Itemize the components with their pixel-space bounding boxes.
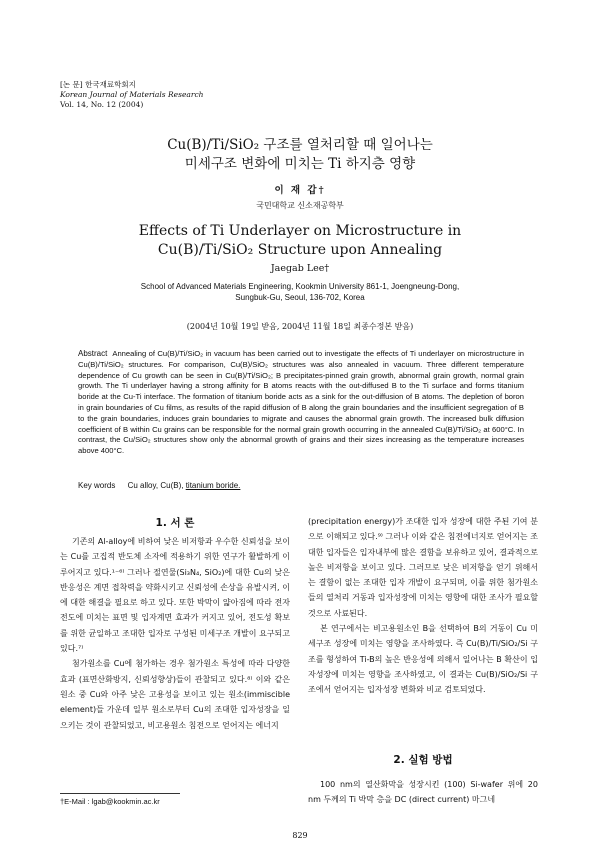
keywords [78, 481, 240, 490]
journal-info [60, 80, 203, 110]
received-dates: (2004년 10월 19일 받음, 2004년 11월 18일 최종수정본 받음) [186, 322, 414, 331]
korean-title-line1: Cu(B)/Ti/SiO₂ 구조를 열처리할 때 일어나는 [167, 137, 433, 153]
intro-paragraph-2: 첨가원소를 Cu에 첨가하는 경우 첨가원소 특성에 따라 다양한 효과 (표면산화방지, 신뢰성향상)들이 관찰되고 있다.⁸⁾ 이와 같은 원소 중 Cu와 아주 낮은 고용성을 보이고 있는 원소(immiscible element)들 가운데 일부 원소로부터 Cu의 조대한 입자성장을 일으키는 것이 관찰되었고, 비고용원소 침전으로 얻어지는 에너지 [60, 659, 290, 730]
keywords-text: Cu alloy, Cu(B), [127, 481, 184, 490]
english-affiliation-line1: School of Advanced Materials Engineering, Kookmin University 861-1, Joengneung-Dong, [140, 282, 460, 291]
english-affiliation [70, 281, 530, 303]
english-title-line1: Effects of Ti Underlayer on Microstructure in [138, 223, 462, 239]
page-number: 829 [292, 831, 308, 840]
korean-author: 이 재 갑† [274, 185, 326, 196]
experimental-paragraph-1: 100 nm의 열산화막을 성장시킨 (100) Si-wafer 위에 20 nm 두께의 Ti 박막 층을 DC (direct current) 마그네 [308, 780, 538, 805]
experimental-text [308, 777, 538, 808]
footnote-rule [60, 793, 180, 794]
intro-paragraph-4: 본 연구에서는 비고용원소인 B을 선택하여 B의 거동이 Cu 미세구조 성장에 미치는 영향을 조사하였다. 즉 Cu(B)/Ti/SiO₂/Si 구조를 형성하여 Ti-B의 높은 반응성에 의해서 일어나는 B 확산이 입자성장에 미치는 영향을 조사하였고, 이 결과는 Cu(B)/SiO₂/Si 구조에서 얻어지는 입자성장 변화와 비교 검토되었다. [308, 624, 538, 695]
english-title-line2: Cu(B)/Ti/SiO₂ Structure upon Annealing [157, 242, 443, 258]
journal-category: [논 문] 한국재료학회지 [60, 80, 136, 89]
english-title [0, 222, 600, 260]
intro-paragraph-3: (precipitation energy)가 조대한 입자 성장에 대한 주된 기여 분으로 이해되고 있다.⁹⁾ 그러나 이와 같은 침전에너지로 얻어지는 조대한 입자들은 입자내부에 많은 결함을 보유하고 있어, 결과적으로 높은 비저항을 보이고 있다. 그러므로 낮은 비저항을 얻기 위해서는 결함이 없는 조대한 입자 개발이 요구되며, 이를 위한 첨가원소들의 열처리 거동과 입자성장에 미치는 영향에 대한 조사가 필요할 것으로 사료된다. [308, 517, 538, 618]
journal-volume: Vol. 14, No. 12 (2004) [60, 100, 144, 109]
journal-name: Korean Journal of Materials Research [60, 90, 204, 99]
intro-paragraph-1: 기존의 Al-alloy에 비하여 낮은 비저항과 우수한 신뢰성을 보이는 Cu를 고집적 반도체 소자에 적용하기 위한 연구가 활발하게 이루어지고 있다.¹⁻⁶⁾ 그러나 절연물(Si₃N₄, SiO₂)에 대한 Cu의 낮은 반응성은 계면 접착력을 약화시키고 신뢰성에 손상을 유발시켜, 이에 대한 해결을 필요로 하고 있다. 또한 박막이 얇아짐에 따라 전자 전도에 미치는 표면 및 입자계면 효과가 커지고 있어, 전도성 확보를 위한 균일하고 조대한 입자로 구성된 미세구조 개발이 요구되고 있다.⁷⁾ [60, 537, 290, 654]
english-author: Jaegab Lee† [270, 263, 330, 274]
korean-affiliation: 국민대학교 신소재공학부 [256, 201, 344, 210]
footnote-email: †E-Mail : lgab@kookmin.ac.kr [60, 797, 160, 806]
abstract [78, 349, 524, 457]
abstract-label: Abstract [78, 349, 108, 358]
english-affiliation-line2: Sungbuk-Gu, Seoul, 136-702, Korea [235, 293, 365, 302]
korean-title [0, 136, 600, 174]
section2-heading: 2. 실험 방법 [393, 754, 453, 766]
section1-heading: 1. 서 론 [155, 517, 195, 529]
abstract-text: Annealing of Cu(B)/Ti/SiO₂ in vacuum has been carried out to investigate the effects of Ti underlayer on microstructure in Cu(B)/Ti/SiO₂ structures. For comparison, Cu(B)/SiO₂ structures was also annealed in vacuum. Three different temperature dependence of Cu growth can be seen in Cu(B)/Ti/SiO₂; B precipitates-pinned grain growth, abnormal grain growth, normal grain growth. The Ti underlayer having a strong affinity for B atoms reacts with the out-diffused B to the Ti surface and forms titanium boride at the Cu-Ti interface. The formation of titanium boride acts as a sink for the out-diffusion of B atoms. The depletion of boron in grain boundaries of Cu films, as results of the rapid diffusion of B along the grain boundaries and the insufficient segregation of B to the grain boundaries, induces grain boundaries to migrate and causes the abnormal grain growth. The increased bulk diffusion coefficient of B within Cu grains can be responsible for the normal grain growth occurring in the annealed Cu(B)/Ti/SiO₂ at 600°C. In contrast, the Cu/SiO₂ structures show only the abnormal growth of grains and their sizes increasing as the temperature increases above 400°C. [78, 349, 524, 456]
korean-title-line2: 미세구조 변화에 미치는 Ti 하지층 영향 [184, 156, 416, 172]
keywords-label: Key words [78, 481, 116, 490]
keywords-underlined: titanium boride. [185, 481, 241, 490]
right-column [308, 514, 538, 698]
left-column [60, 534, 290, 733]
